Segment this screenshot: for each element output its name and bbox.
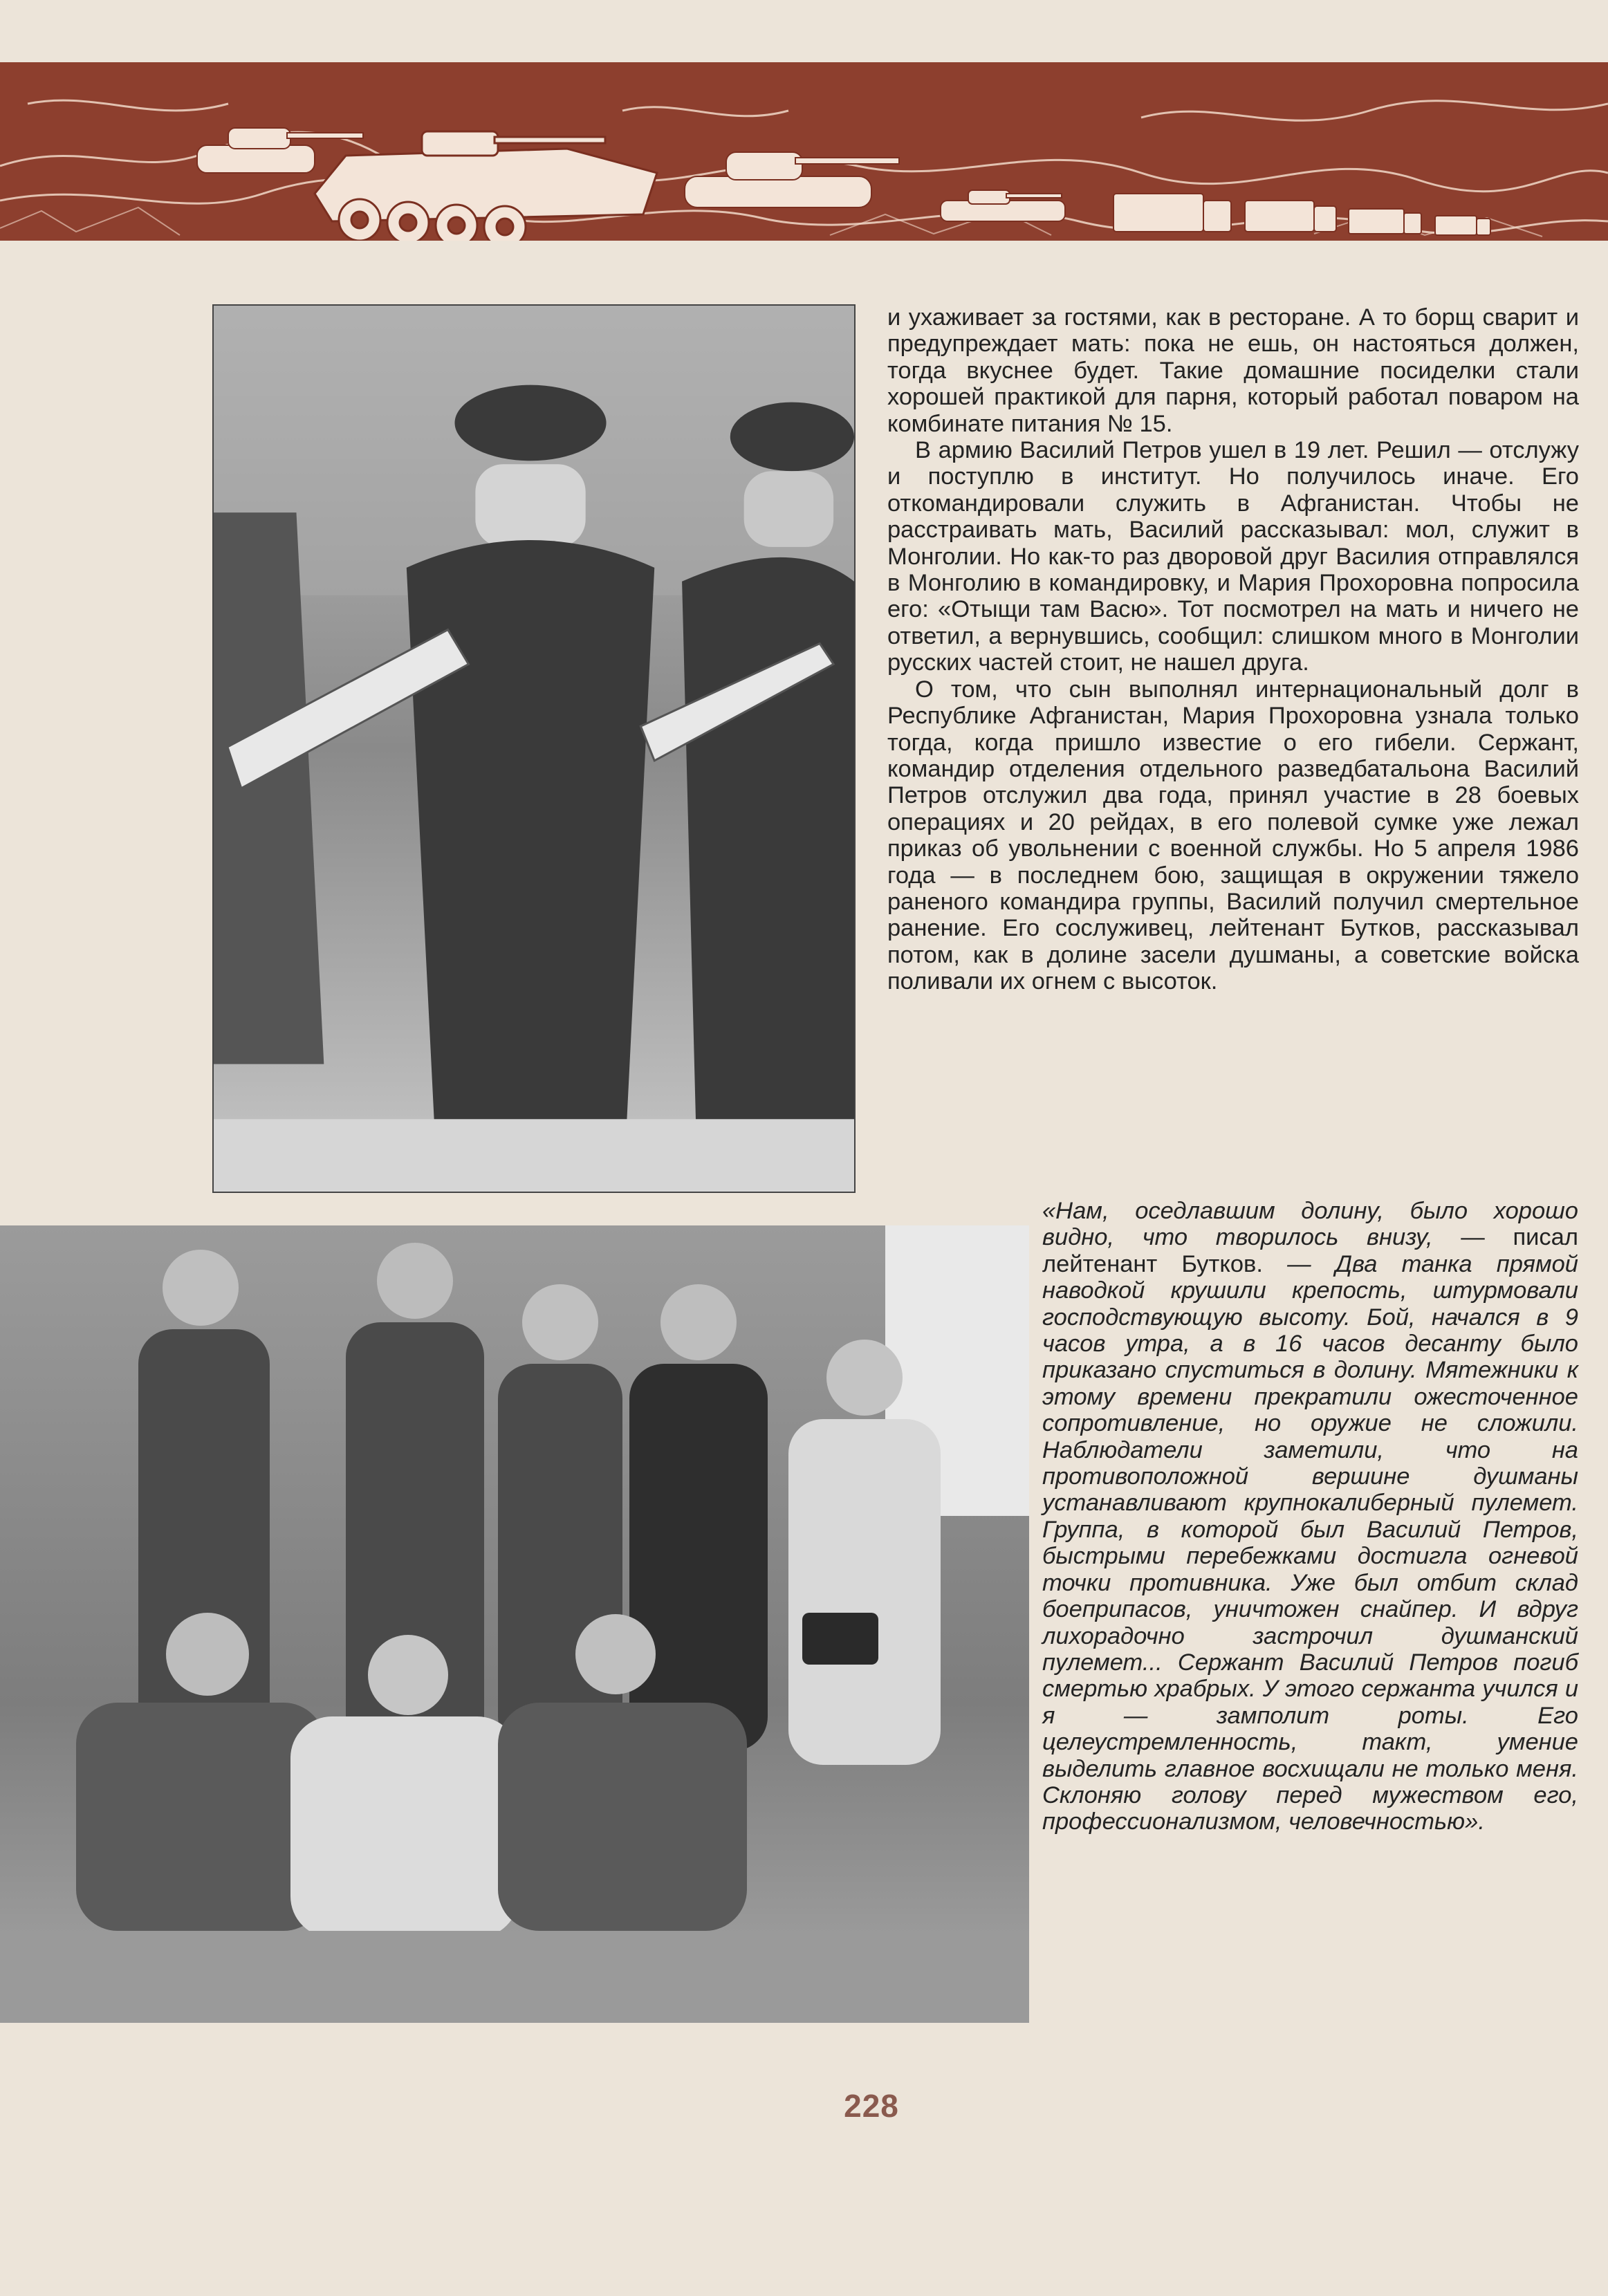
quote-part-2: — Два танка прямой наводкой крушили крепость, штурмовали господствующую высоту. Бой, начался в 9 часов утра, а в 16 часов десанту было приказано спуститься в долину. Мятежники к этому времени прекратили ожесточенное сопротивление, но оружие не сложили. Наблюдатели заметили, что на противоположной вершине душманы устанавливают крупнокалиберный пулемет. Группа, в которой был Василий Петров, быстрыми перебежками достигла огневой точки противника. Уже был отбит склад боеприпасов, уничтожен снайпер. И вдруг лихорадочно застрочил душманский пулемет... Сержант Василий Петров погиб смертью храбрых. У этого сержанта учился и я — замполит роты. Его целеустремленность, такт, умение выделить главное восхищали не только меня. Склоняю голову перед мужеством его, профессионализмом, человечностью». — [1042, 1250, 1578, 1835]
photo-soldiers-oath — [212, 304, 856, 1193]
paragraph-3: О том, что сын выполнял интернациональный долг в Республике Афганистан, Мария Прохоровна узнала только тогда, когда пришло известие о его гибели. Сержант, командир отделения отдельного разведбатальона Василий Петров отслужил два года, принял участие в 28 боевых операциях и 20 рейдах, в его полевой сумке уже лежал приказ об увольнении с военной службы. Но 5 апреля 1986 года — в последнем бою, защищая в окружении тяжело раненого командира группы, Василий получил смертельное ранение. Его сослуживец, лейтенант Бутков, рассказывал потом, как в долине засели душманы, а советские войска поливали их огнем с высоток. — [887, 676, 1579, 995]
quote-text — [1042, 1198, 1578, 1835]
article-text — [887, 304, 1579, 995]
photo-image — [214, 306, 854, 1192]
radio-cassette — [802, 1613, 878, 1665]
header-banner — [0, 62, 1608, 241]
page-number: 228 — [844, 2088, 899, 2124]
military-vehicles-illustration — [0, 62, 1608, 241]
photo-image — [0, 1225, 1029, 2023]
quote-part-1: «Нам, оседлавшим долину, было хорошо видно, что творилось внизу, — [1042, 1198, 1578, 1251]
photo-soldiers-group — [0, 1225, 1029, 2023]
paragraph-1: и ухаживает за гостями, как в ресторане. А то борщ сварит и предупреждает мать: пока не ешь, он настояться должен, тогда вкуснее будет. Такие домашние посиделки стали хорошей практикой для парня, который работал поваром на комбинате питания № 15. — [887, 304, 1579, 437]
paragraph-2: В армию Василий Петров ушел в 19 лет. Решил — отслужу и поступлю в институт. Но получилось иначе. Его откомандировали служить в Афганистан. Чтобы не расстраивать мать, Василий рассказывал: мол, служит в Монголии. Но как-то раз дворовой друг Василия отправлялся в Монголию в командировку, и Мария Прохоровна попросила его: «Отыщи там Васю». Тот посмотрел на мать и ничего не ответил, а вернувшись, сообщил: слишком много в Монголии русских частей стоит, не нашел друга. — [887, 437, 1579, 676]
quote-attribution: — писал лейтенант Бутков. — [1042, 1224, 1578, 1277]
